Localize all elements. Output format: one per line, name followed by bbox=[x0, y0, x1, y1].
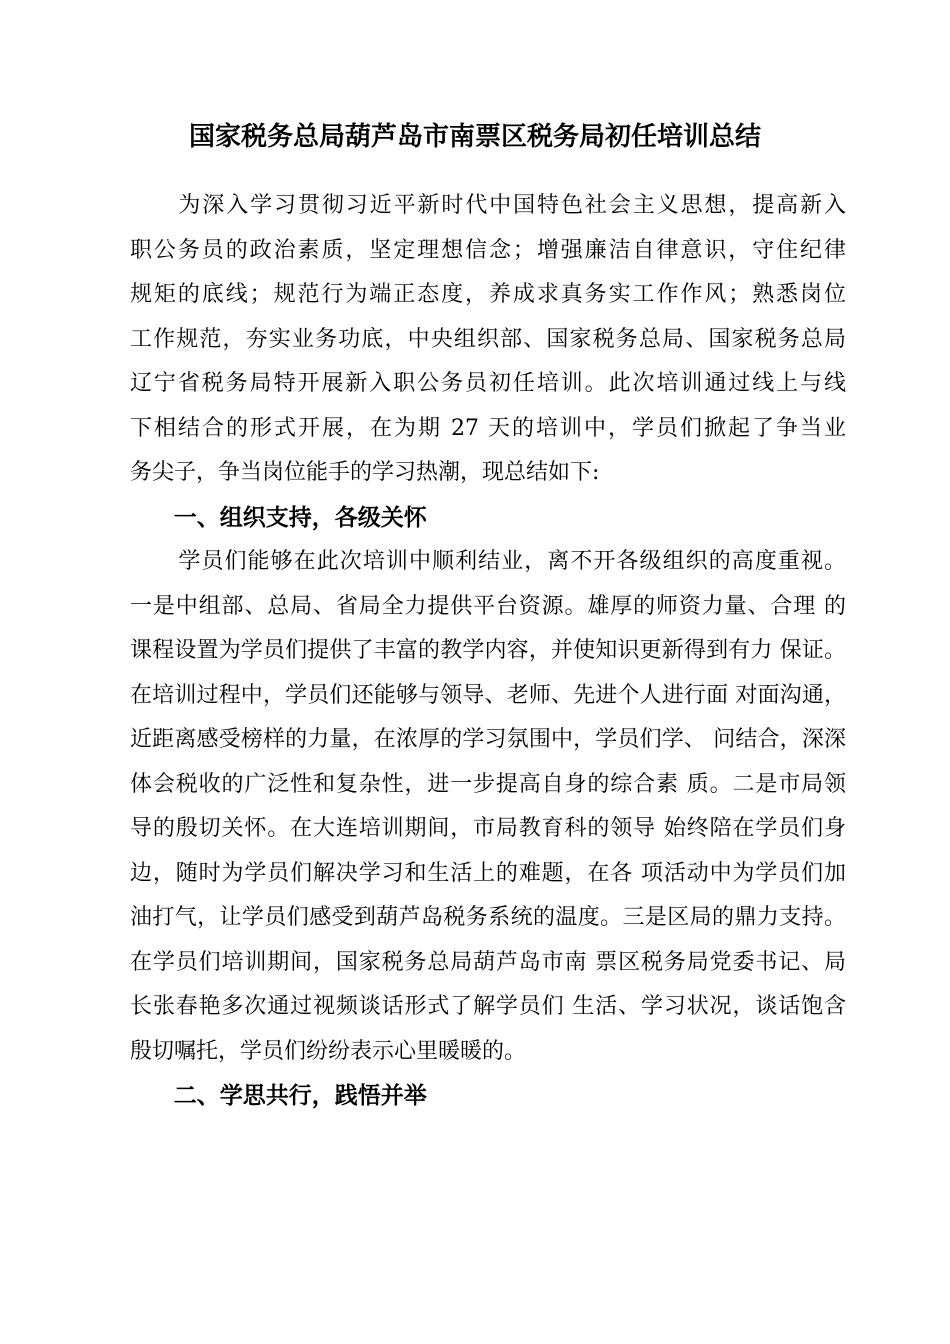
text-line: 在培训过程中，学员们还能够与领导、老师、先进个人进行面 对面沟通， bbox=[130, 682, 846, 708]
text-line: 务尖子，争当岗位能手的学习热潮，现总结如下: bbox=[130, 460, 600, 485]
text-line: 下相结合的形式开展，在为期 27 天的培训中，学员们掀起了争当业 bbox=[130, 415, 846, 441]
paragraph-intro bbox=[130, 184, 846, 496]
text-line: 学员们能够在此次培训中顺利结业，离不开各级组织的高度重视。 bbox=[178, 549, 846, 574]
text-line: 职公务员的政治素质，坚定理想信念；增强廉洁自律意识，守住纪律 bbox=[130, 237, 846, 263]
section-heading-1: 一、组织支持，各级关怀 bbox=[173, 504, 427, 531]
text-line: 近距离感受榜样的力量，在浓厚的学习氛围中，学员们学、 问结合，深深 bbox=[130, 727, 846, 752]
text-line: 一是中组部、总局、省局全力提供平台资源。雄厚的师资力量、合理 的 bbox=[130, 593, 846, 619]
text-line: 油打气，让学员们感受到葫芦岛税务系统的温度。三是区局的鼎力支持。 bbox=[130, 905, 846, 930]
section-heading-2: 二、学思共行，践悟并举 bbox=[173, 1083, 427, 1109]
text-line: 长张春艳多次通过视频谈话形式了解学员们 生活、学习状况，谈话饱含 bbox=[130, 994, 846, 1019]
paragraph-section-1 bbox=[130, 540, 846, 1074]
text-line: 课程设置为学员们提供了丰富的教学内容，并使知识更新得到有力 保证。 bbox=[130, 638, 846, 663]
text-line: 边，随时为学员们解决学习和生活上的难题，在各 项活动中为学员们加 bbox=[130, 860, 846, 886]
text-line: 工作规范，夯实业务功底，中央组织部、国家税务总局、国家税务总局 bbox=[130, 326, 846, 352]
text-line: 在学员们培训期间，国家税务总局葫芦岛市南 票区税务局党委书记、局 bbox=[130, 949, 846, 975]
text-line: 殷切嘱托，学员们纷纷表示心里暖暖的。 bbox=[130, 1038, 527, 1064]
text-line: 辽宁省税务局特开展新入职公务员初任培训。此次培训通过线上与线 bbox=[130, 371, 846, 396]
text-line: 体会税收的广泛性和复杂性，进一步提高自身的综合素 质。二是市局领 bbox=[130, 771, 846, 797]
text-line: 规矩的底线；规范行为端正态度，养成求真务实工作作风；熟悉岗位 bbox=[130, 282, 846, 307]
document-title: 国家税务总局葫芦岛市南票区税务局初任培训总结 bbox=[188, 122, 761, 152]
text-line: 为深入学习贯彻习近平新时代中国特色社会主义思想，提高新入 bbox=[178, 193, 846, 218]
document-body bbox=[130, 184, 846, 1119]
text-line: 导的殷切关怀。在大连培训期间，市局教育科的领导 始终陪在学员们身 bbox=[130, 816, 846, 841]
